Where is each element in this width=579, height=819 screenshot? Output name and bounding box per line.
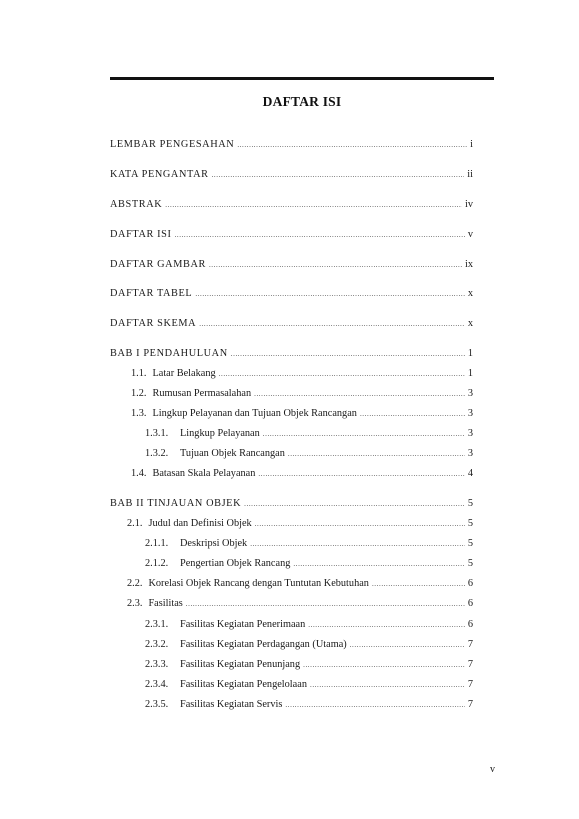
toc-entry-page: 3 bbox=[467, 448, 473, 459]
toc-leader-dots bbox=[199, 318, 465, 331]
toc-entry-page: 7 bbox=[467, 659, 473, 670]
toc-leader-dots bbox=[293, 558, 464, 571]
toc-entry-label: Fasilitas bbox=[148, 598, 183, 609]
toc-leader-dots bbox=[254, 388, 465, 401]
toc-entry-page: v bbox=[467, 229, 473, 240]
toc-entry-page: iv bbox=[464, 199, 473, 210]
toc-leader-dots bbox=[350, 639, 465, 652]
toc-entry[interactable] bbox=[110, 287, 473, 301]
toc-leader-dots bbox=[186, 598, 465, 611]
toc-leader-dots bbox=[231, 348, 465, 361]
toc-entry-label: Pengertian Objek Rancang bbox=[180, 558, 291, 569]
toc-subsection-entry[interactable] bbox=[145, 618, 473, 632]
toc-leader-dots bbox=[285, 699, 464, 712]
toc-subsection-entry[interactable] bbox=[145, 678, 473, 692]
toc-entry-page: 5 bbox=[467, 558, 473, 569]
toc-leader-dots bbox=[165, 199, 462, 212]
toc-entry-label: Fasilitas Kegiatan Penerimaan bbox=[180, 619, 306, 630]
toc-entry-number: 1.4. bbox=[131, 468, 147, 479]
toc-entry-number: 2.1. bbox=[127, 518, 143, 529]
toc-entry-page: ix bbox=[464, 259, 473, 270]
toc-section-entry[interactable] bbox=[131, 467, 473, 481]
toc-entry-page: 7 bbox=[467, 639, 473, 650]
toc-entry-page: 5 bbox=[467, 498, 473, 509]
toc-entry-label: LEMBAR PENGESAHAN bbox=[110, 139, 235, 150]
toc-entry[interactable] bbox=[110, 228, 473, 242]
toc-entry-number: 2.1.2. bbox=[145, 558, 169, 569]
toc-leader-dots bbox=[288, 448, 465, 461]
toc-entry[interactable] bbox=[110, 198, 473, 212]
toc-entry-label: Latar Belakang bbox=[152, 368, 216, 379]
toc-entry-number: 2.3.2. bbox=[145, 639, 169, 650]
toc-entry-page: 6 bbox=[467, 619, 473, 630]
toc-entry-page: x bbox=[467, 318, 473, 329]
toc-entry-page: 1 bbox=[467, 368, 473, 379]
toc-leader-dots bbox=[244, 498, 465, 511]
toc-entry-page: 6 bbox=[467, 598, 473, 609]
toc-entry-label: BAB I PENDAHULUAN bbox=[110, 348, 228, 359]
toc-section-entry[interactable] bbox=[127, 517, 473, 531]
toc-entry[interactable] bbox=[110, 258, 473, 272]
toc-leader-dots bbox=[250, 538, 465, 551]
toc-entry-label: Fasilitas Kegiatan Perdagangan (Utama) bbox=[180, 639, 347, 650]
toc-leader-dots bbox=[195, 288, 465, 301]
toc-entry-page: ii bbox=[467, 169, 473, 180]
toc-entry-label: Tujuan Objek Rancangan bbox=[180, 448, 285, 459]
toc-entry-number: 1.1. bbox=[131, 368, 147, 379]
toc-subsection-entry[interactable] bbox=[145, 557, 473, 571]
toc-entry-number: 2.3.4. bbox=[145, 679, 169, 690]
toc-entry[interactable] bbox=[110, 138, 473, 152]
toc-entry-page: 3 bbox=[467, 408, 473, 419]
toc-entry-label: Rumusan Permasalahan bbox=[152, 388, 252, 399]
page-title: DAFTAR ISI bbox=[262, 94, 342, 109]
toc-entry-number: 2.3.5. bbox=[145, 699, 169, 710]
toc-subsection-entry[interactable] bbox=[145, 447, 473, 461]
toc-entry-label: Lingkup Pelayanan bbox=[180, 428, 260, 439]
toc-entry[interactable] bbox=[110, 317, 473, 331]
toc-entry-page: i bbox=[470, 139, 473, 150]
toc-chapter-entry[interactable] bbox=[110, 497, 473, 511]
toc-leader-dots bbox=[360, 408, 465, 421]
toc-leader-dots bbox=[255, 518, 465, 531]
header-rule bbox=[110, 77, 494, 80]
toc-leader-dots bbox=[308, 619, 465, 632]
toc-entry-number: 2.2. bbox=[127, 578, 143, 589]
toc-leader-dots bbox=[310, 679, 465, 692]
toc-entry-number: 1.3.1. bbox=[145, 428, 169, 439]
toc-entry[interactable] bbox=[110, 168, 473, 182]
toc-entry-number: 1.3. bbox=[131, 408, 147, 419]
toc-entry-page: 1 bbox=[467, 348, 473, 359]
toc-entry-label: Fasilitas Kegiatan Pengelolaan bbox=[180, 679, 307, 690]
toc-entry-label: Lingkup Pelayanan dan Tujuan Objek Rancangan bbox=[152, 408, 357, 419]
toc-subsection-entry[interactable] bbox=[145, 638, 473, 652]
toc-section-entry[interactable] bbox=[131, 387, 473, 401]
toc-leader-dots bbox=[303, 659, 465, 672]
toc-section-entry[interactable] bbox=[127, 597, 473, 611]
toc-entry-page: x bbox=[467, 288, 473, 299]
toc-entry-page: 7 bbox=[467, 679, 473, 690]
toc-entry-page: 5 bbox=[467, 538, 473, 549]
toc-entry-number: 2.1.1. bbox=[145, 538, 169, 549]
toc-entry-number: 1.3.2. bbox=[145, 448, 169, 459]
toc-entry-number: 2.3.3. bbox=[145, 659, 169, 670]
toc-entry-label: DAFTAR SKEMA bbox=[110, 318, 197, 329]
toc-section-entry[interactable] bbox=[131, 367, 473, 381]
toc-entry-page: 5 bbox=[467, 518, 473, 529]
toc-entry-label: Judul dan Definisi Objek bbox=[148, 518, 252, 529]
toc-section-entry[interactable] bbox=[127, 577, 473, 591]
toc-leader-dots bbox=[372, 578, 465, 591]
toc-leader-dots bbox=[263, 428, 465, 441]
toc-entry-label: DAFTAR ISI bbox=[110, 229, 172, 240]
page-number: v bbox=[490, 764, 495, 775]
toc-leader-dots bbox=[175, 229, 465, 242]
toc-subsection-entry[interactable] bbox=[145, 427, 473, 441]
toc-entry-label: KATA PENGANTAR bbox=[110, 169, 209, 180]
toc-entry-number: 2.3. bbox=[127, 598, 143, 609]
toc-entry-page: 7 bbox=[467, 699, 473, 710]
toc-entry-page: 3 bbox=[467, 388, 473, 399]
toc-subsection-entry[interactable] bbox=[145, 537, 473, 551]
toc-subsection-entry[interactable] bbox=[145, 658, 473, 672]
toc-entry-label: Fasilitas Kegiatan Penunjang bbox=[180, 659, 301, 670]
toc-entry-label: BAB II TINJAUAN OBJEK bbox=[110, 498, 242, 509]
toc-leader-dots bbox=[237, 139, 467, 152]
toc-leader-dots bbox=[212, 169, 465, 182]
toc-entry-label: Batasan Skala Pelayanan bbox=[152, 468, 256, 479]
toc-leader-dots bbox=[219, 368, 465, 381]
toc-entry-label: Fasilitas Kegiatan Servis bbox=[180, 699, 283, 710]
toc-entry-page: 3 bbox=[467, 428, 473, 439]
toc-leader-dots bbox=[258, 468, 464, 481]
toc-entry-label: DAFTAR TABEL bbox=[110, 288, 193, 299]
toc-section-entry[interactable] bbox=[131, 407, 473, 421]
toc-entry-number: 2.3.1. bbox=[145, 619, 169, 630]
toc-entry-label: Deskripsi Objek bbox=[180, 538, 248, 549]
toc-entry-page: 6 bbox=[467, 578, 473, 589]
toc-entry-label: Korelasi Objek Rancang dengan Tuntutan Kebutuhan bbox=[148, 578, 369, 589]
toc-entry-label: ABSTRAK bbox=[110, 199, 163, 210]
toc-chapter-entry[interactable] bbox=[110, 347, 473, 361]
toc-entry-label: DAFTAR GAMBAR bbox=[110, 259, 206, 270]
toc-subsection-entry[interactable] bbox=[145, 698, 473, 712]
toc-entry-page: 4 bbox=[467, 468, 473, 479]
toc-leader-dots bbox=[209, 259, 462, 272]
toc-entry-number: 1.2. bbox=[131, 388, 147, 399]
